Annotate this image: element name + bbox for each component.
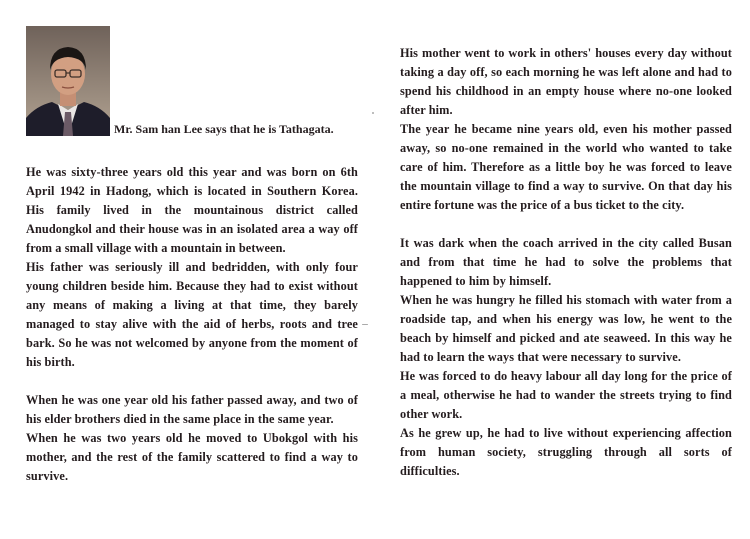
photo-caption: Mr. Sam han Lee says that he is Tathagata.	[114, 122, 334, 136]
scan-speck	[372, 112, 374, 114]
left-text-block	[26, 163, 358, 486]
paragraph-gap	[400, 215, 732, 234]
paragraph-grew-up: As he grew up, he had to live without experiencing affection from human society, struggling through all sorts of difficulties.	[400, 426, 732, 478]
paragraph-gap	[26, 372, 358, 391]
left-column	[26, 26, 358, 486]
paragraph-labour: He was forced to do heavy labour all day long for the price of a meal, otherwise he had to wander the streets trying to find other work.	[400, 369, 732, 421]
paragraph-father: His father was seriously ill and bedridden, with only four young children beside him. Because they had to exist without any means of making a living at that time, they barely managed to stay alive with the aid of herbs, roots and tree bark. So he was not welcomed by anyone from the moment of his birth.	[26, 260, 358, 369]
paragraph-busan: It was dark when the coach arrived in the city called Busan and from that time he had to solve the problems that happened to him by himself.	[400, 236, 732, 288]
paragraph-hunger: When he was hungry he filled his stomach with water from a roadside tap, and when his energy was low, he went to the beach by himself and picked and ate seaweed. In this way he had to learn the ways that were necessary to survive.	[400, 293, 732, 364]
paragraph-age-two: When he was two years old he moved to Ubokgol with his mother, and the rest of the family scattered to find a way to survive.	[26, 431, 358, 483]
photo-caption-row	[26, 26, 358, 136]
paragraph-age-nine: The year he became nine years old, even his mother passed away, so no-one remained in the world who wanted to take care of him. Therefore as a little boy he was forced to leave the mountain village to find a way to survive. On that day his entire fortune was the price of a bus ticket to the city.	[400, 122, 732, 212]
paragraph-mother-work: His mother went to work in others' houses every day without taking a day off, so each morning he was left alone and had to spend his childhood in an empty house where no-one looked after him.	[400, 46, 732, 117]
paragraph-birth: He was sixty-three years old this year and was born on 6th April 1942 in Hadong, which is located in Southern Korea. His family lived in the mountainous district called Anudongkol and their house was in an isolated area a way off from a small village with a mountain in between.	[26, 165, 358, 255]
scan-speck	[362, 324, 368, 325]
portrait-photo-icon	[26, 26, 110, 136]
right-column	[400, 44, 732, 481]
portrait-photo	[26, 26, 110, 136]
paragraph-age-one: When he was one year old his father passed away, and two of his elder brothers died in the same place in the same year.	[26, 393, 358, 426]
